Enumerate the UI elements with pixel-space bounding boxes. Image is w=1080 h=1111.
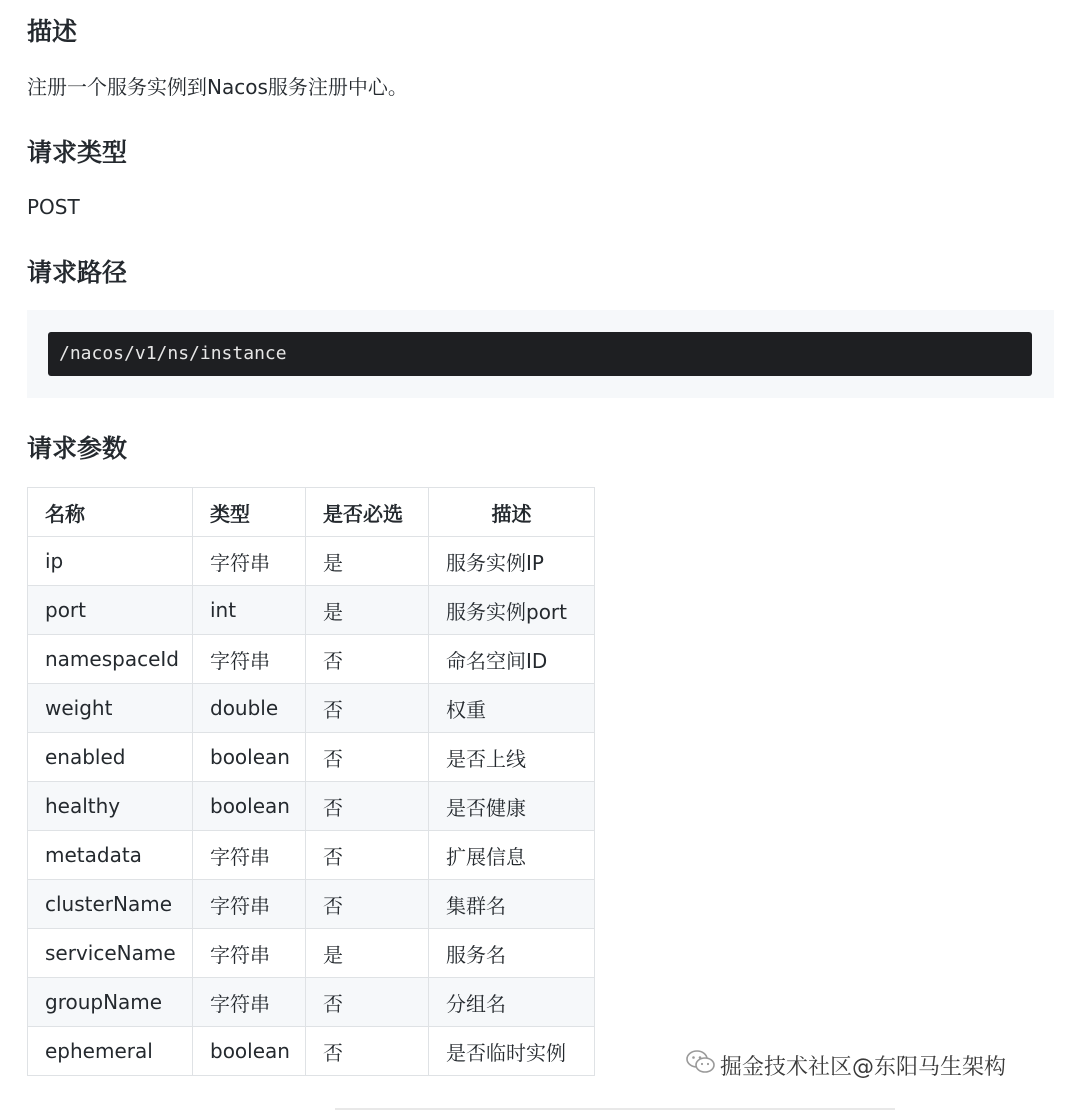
heading-request-path: 请求路径 bbox=[27, 258, 128, 287]
request-type-text: POST bbox=[27, 195, 80, 219]
cell-required: 否 bbox=[306, 880, 429, 929]
cell-description: 是否健康 bbox=[429, 782, 595, 831]
cell-description: 权重 bbox=[429, 684, 595, 733]
cell-required: 是 bbox=[306, 586, 429, 635]
request-path-code[interactable]: /nacos/v1/ns/instance bbox=[48, 332, 1032, 376]
header-name: 名称 bbox=[28, 488, 193, 537]
cell-name: groupName bbox=[28, 978, 193, 1027]
cell-description: 服务实例port bbox=[429, 586, 595, 635]
cell-name: ephemeral bbox=[28, 1027, 193, 1076]
cell-description: 命名空间ID bbox=[429, 635, 595, 684]
cell-description: 分组名 bbox=[429, 978, 595, 1027]
header-type: 类型 bbox=[193, 488, 306, 537]
cell-description: 集群名 bbox=[429, 880, 595, 929]
cell-name: enabled bbox=[28, 733, 193, 782]
table-row bbox=[28, 929, 595, 978]
cell-description: 服务名 bbox=[429, 929, 595, 978]
cell-description: 扩展信息 bbox=[429, 831, 595, 880]
cell-name: namespaceId bbox=[28, 635, 193, 684]
cell-type: int bbox=[193, 586, 306, 635]
cell-type: 字符串 bbox=[193, 831, 306, 880]
table-row bbox=[28, 733, 595, 782]
cell-name: healthy bbox=[28, 782, 193, 831]
cell-name: port bbox=[28, 586, 193, 635]
cell-required: 是 bbox=[306, 929, 429, 978]
table-row bbox=[28, 831, 595, 880]
cell-name: clusterName bbox=[28, 880, 193, 929]
heading-request-type: 请求类型 bbox=[27, 138, 128, 167]
params-table bbox=[27, 487, 595, 1076]
cell-description: 是否上线 bbox=[429, 733, 595, 782]
cell-type: 字符串 bbox=[193, 978, 306, 1027]
cell-type: 字符串 bbox=[193, 537, 306, 586]
cell-type: boolean bbox=[193, 782, 306, 831]
table-header-row bbox=[28, 488, 595, 537]
cell-type: boolean bbox=[193, 1027, 306, 1076]
cell-description: 是否临时实例 bbox=[429, 1027, 595, 1076]
description-text: 注册一个服务实例到Nacos服务注册中心。 bbox=[27, 75, 408, 99]
cell-name: serviceName bbox=[28, 929, 193, 978]
wechat-icon bbox=[686, 1049, 716, 1087]
code-block-container bbox=[27, 310, 1054, 398]
header-required: 是否必选 bbox=[306, 488, 429, 537]
watermark-text: 掘金技术社区@东阳马生架构 bbox=[720, 1055, 1007, 1080]
divider bbox=[335, 1108, 895, 1110]
cell-required: 否 bbox=[306, 831, 429, 880]
header-description: 描述 bbox=[429, 488, 595, 537]
table-row bbox=[28, 537, 595, 586]
cell-name: metadata bbox=[28, 831, 193, 880]
cell-name: weight bbox=[28, 684, 193, 733]
cell-description: 服务实例IP bbox=[429, 537, 595, 586]
cell-required: 否 bbox=[306, 1027, 429, 1076]
cell-required: 是 bbox=[306, 537, 429, 586]
cell-type: 字符串 bbox=[193, 635, 306, 684]
table-row bbox=[28, 684, 595, 733]
table-row bbox=[28, 978, 595, 1027]
table-row bbox=[28, 880, 595, 929]
cell-type: 字符串 bbox=[193, 929, 306, 978]
table-row bbox=[28, 1027, 595, 1076]
cell-required: 否 bbox=[306, 635, 429, 684]
cell-type: boolean bbox=[193, 733, 306, 782]
watermark bbox=[686, 1049, 1006, 1087]
cell-required: 否 bbox=[306, 733, 429, 782]
cell-required: 否 bbox=[306, 978, 429, 1027]
table-row bbox=[28, 586, 595, 635]
cell-required: 否 bbox=[306, 684, 429, 733]
table-row bbox=[28, 782, 595, 831]
cell-name: ip bbox=[28, 537, 193, 586]
cell-required: 否 bbox=[306, 782, 429, 831]
cell-type: 字符串 bbox=[193, 880, 306, 929]
table-row bbox=[28, 635, 595, 684]
heading-description: 描述 bbox=[27, 17, 78, 46]
cell-type: double bbox=[193, 684, 306, 733]
heading-request-params: 请求参数 bbox=[27, 434, 128, 463]
